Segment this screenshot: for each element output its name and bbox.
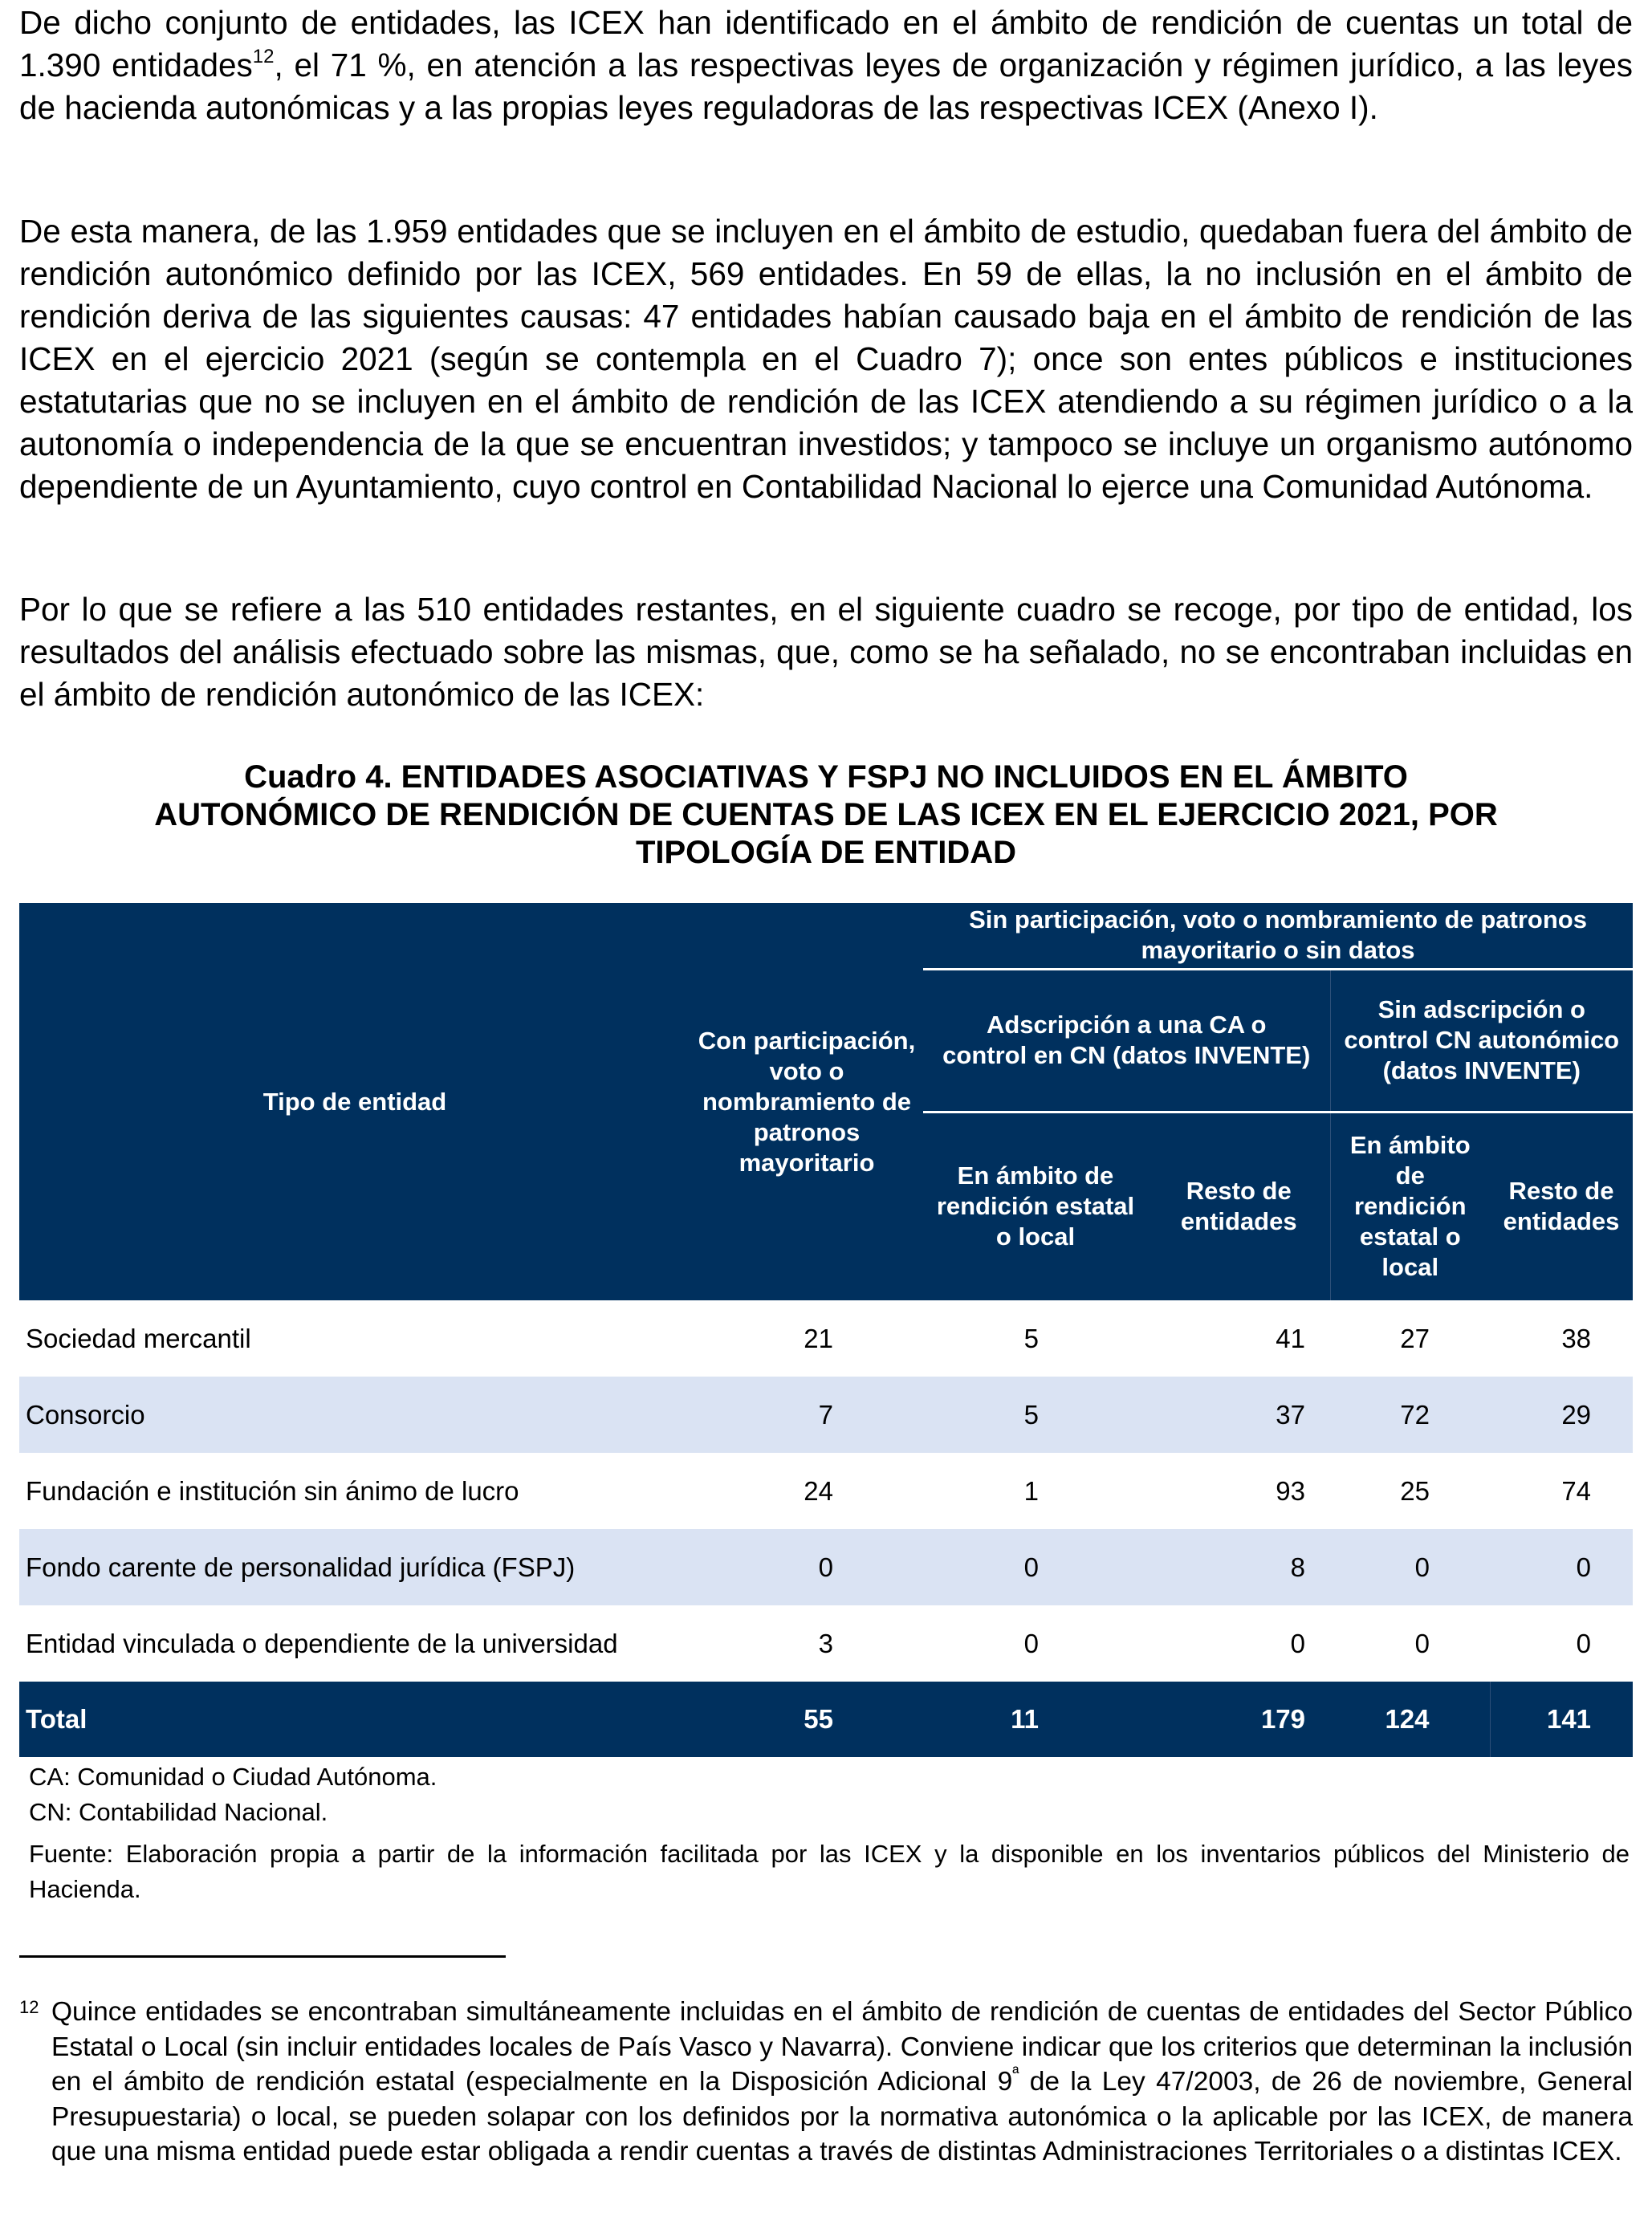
header-con-participacion: Con participación, voto o nombramiento de patronos mayoritario bbox=[690, 903, 923, 1300]
cell-sin-en: 72 bbox=[1330, 1377, 1490, 1453]
total-label: Total bbox=[19, 1682, 690, 1757]
footnote-12 bbox=[19, 1995, 1633, 2170]
table-total-row bbox=[19, 1682, 1633, 1757]
cell-ads-en: 5 bbox=[923, 1377, 1148, 1453]
table-caption-line-2: AUTONÓMICO DE RENDICIÓN DE CUENTAS DE LAS ICEX EN EL EJERCICIO 2021, POR bbox=[154, 797, 1498, 832]
note-ca: CA: Comunidad o Ciudad Autónoma. bbox=[29, 1763, 437, 1791]
cell-ads-resto: 37 bbox=[1148, 1377, 1330, 1453]
cell-sin-resto: 29 bbox=[1490, 1377, 1633, 1453]
cell-ads-resto: 93 bbox=[1276, 1475, 1305, 1506]
row-tipo: Fondo carente de personalidad jurídica (FSPJ) bbox=[19, 1529, 690, 1605]
note-source: Fuente: Elaboración propia a partir de la información facilitada por las ICEX y la disponible en los inventarios públicos del Ministerio de Hacienda. bbox=[29, 1840, 1630, 1903]
footnote-text-cont: de la Ley 47/2003, de 26 de noviembre, General Presupuestaria) o local, se pueden solapar con los definidos por la normativa autonómica o la aplicable por las ICEX, de manera que una misma entidad puede estar obligada a rendir cuentas a través de distintas Administraciones Territoriales o a distintas ICEX. bbox=[51, 2067, 1633, 2166]
cell-sin-resto: 0 bbox=[1490, 1529, 1633, 1605]
entities-table bbox=[19, 903, 1633, 1757]
cell-sin-en: 27 bbox=[1400, 1323, 1430, 1353]
footnote-ordinal: ª bbox=[1012, 2063, 1019, 2083]
header-sin-en-ambito: En ámbito de rendición estatal o local bbox=[1330, 1112, 1490, 1300]
cell-con: 7 bbox=[690, 1377, 923, 1453]
cell-ads-en: 5 bbox=[1023, 1323, 1039, 1353]
total-sin-en: 124 bbox=[1330, 1682, 1490, 1757]
header-sin-participacion-group: Sin participación, voto o nombramiento de patronos mayoritario o sin datos bbox=[923, 903, 1633, 969]
table-row bbox=[19, 1453, 1633, 1529]
table-caption bbox=[19, 759, 1633, 872]
cell-ads-en: 0 bbox=[1023, 1628, 1039, 1658]
cell-ads-en: 1 bbox=[1023, 1475, 1039, 1506]
paragraph-1-text: De dicho conjunto de entidades, las ICEX han identificado en el ámbito de rendición de cuentas un total de 1.390 entidades bbox=[19, 4, 1633, 83]
cell-con: 0 bbox=[690, 1529, 923, 1605]
footnote-text: Quince entidades se encontraban simultáneamente incluidas en el ámbito de rendición de cuentas de entidades del Sector Público Estatal o Local (sin incluir entidades locales de País Vasco y Navarra). Conviene indicar que los criterios que determinan la inclusión en el ámbito de rendición estatal (especialmente en la Disposición Adicional 9 bbox=[51, 1997, 1633, 2097]
row-tipo: Consorcio bbox=[19, 1377, 690, 1453]
cell-ads-resto: 0 bbox=[1290, 1628, 1305, 1658]
header-adscripcion-ca: Adscripción a una CA o control en CN (datos INVENTE) bbox=[923, 969, 1330, 1112]
cell-sin-resto: 38 bbox=[1561, 1323, 1592, 1353]
total-ads-resto: 179 bbox=[1148, 1682, 1330, 1757]
note-cn: CN: Contabilidad Nacional. bbox=[29, 1798, 328, 1826]
paragraph-2: De esta manera, de las 1.959 entidades que se incluyen en el ámbito de estudio, quedaban fuera del ámbito de rendición autonómico definido por las ICEX, 569 entidades. En 59 de ellas, la no inclusión en el ámbito de rendición deriva de las siguientes causas: 47 entidades habían causado baja en el ámbito de rendición de las ICEX en el ejercicio 2021 (según se contempla en el Cuadro 7); once son entes públicos e instituciones estatutarias que no se incluyen en el ámbito de rendición de las ICEX atendiendo a su régimen jurídico o a la autonomía o independencia de la que se encuentran investidos; y tampoco se incluye un organismo autónomo dependiente de un Ayuntamiento, cuyo control en Contabilidad Nacional lo ejerce una Comunidad Autónoma. bbox=[19, 213, 1633, 505]
total-ads-en: 11 bbox=[923, 1682, 1148, 1757]
paragraph-1 bbox=[19, 2, 1633, 129]
table-row bbox=[19, 1300, 1633, 1377]
cell-con: 24 bbox=[804, 1475, 833, 1506]
footnote-divider bbox=[19, 1955, 506, 1958]
cell-sin-en: 0 bbox=[1330, 1529, 1490, 1605]
cell-ads-resto: 41 bbox=[1276, 1323, 1305, 1353]
table-row bbox=[19, 1529, 1633, 1605]
cell-con: 3 bbox=[818, 1628, 833, 1658]
header-sin-adscripcion: Sin adscripción o control CN autonómico (datos INVENTE) bbox=[1330, 969, 1633, 1112]
row-tipo: Sociedad mercantil bbox=[26, 1323, 251, 1353]
cell-sin-en: 25 bbox=[1400, 1475, 1430, 1506]
cell-ads-en: 0 bbox=[923, 1529, 1148, 1605]
header-ads-en-ambito: En ámbito de rendición estatal o local bbox=[923, 1112, 1148, 1300]
header-sin-resto: Resto de entidades bbox=[1490, 1112, 1633, 1300]
cell-ads-resto: 8 bbox=[1148, 1529, 1330, 1605]
total-sin-resto: 141 bbox=[1490, 1682, 1633, 1757]
footnote-mark: 12 bbox=[19, 1997, 39, 2017]
table-row bbox=[19, 1377, 1633, 1453]
footnote-ref-12[interactable]: 12 bbox=[252, 46, 275, 67]
header-ads-resto: Resto de entidades bbox=[1148, 1112, 1330, 1300]
paragraph-1-text-cont: , el 71 %, en atención a las respectivas leyes de organización y régimen jurídico, a las leyes de hacienda autonómicas y a las propias leyes reguladoras de las respectivas ICEX (Anexo I). bbox=[19, 47, 1634, 126]
total-con: 55 bbox=[690, 1682, 923, 1757]
table-row bbox=[19, 1605, 1633, 1682]
header-tipo-entidad: Tipo de entidad bbox=[19, 903, 690, 1300]
table-caption-line-1: Cuadro 4. ENTIDADES ASOCIATIVAS Y FSPJ NO INCLUIDOS EN EL ÁMBITO bbox=[244, 759, 1408, 795]
row-tipo: Fundación e institución sin ánimo de lucro bbox=[26, 1475, 519, 1506]
cell-con: 21 bbox=[804, 1323, 833, 1353]
cell-sin-en: 0 bbox=[1414, 1628, 1430, 1658]
cell-sin-resto: 74 bbox=[1561, 1475, 1592, 1506]
paragraph-3: Por lo que se refiere a las 510 entidades restantes, en el siguiente cuadro se recoge, por tipo de entidad, los resultados del análisis efectuado sobre las mismas, que, como se ha señalado, no se encontraban incluidas en el ámbito de rendición autonómico de las ICEX: bbox=[19, 591, 1633, 713]
cell-sin-resto: 0 bbox=[1576, 1628, 1592, 1658]
row-tipo: Entidad vinculada o dependiente de la universidad bbox=[26, 1628, 618, 1658]
table-caption-line-3: TIPOLOGÍA DE ENTIDAD bbox=[635, 835, 1017, 870]
